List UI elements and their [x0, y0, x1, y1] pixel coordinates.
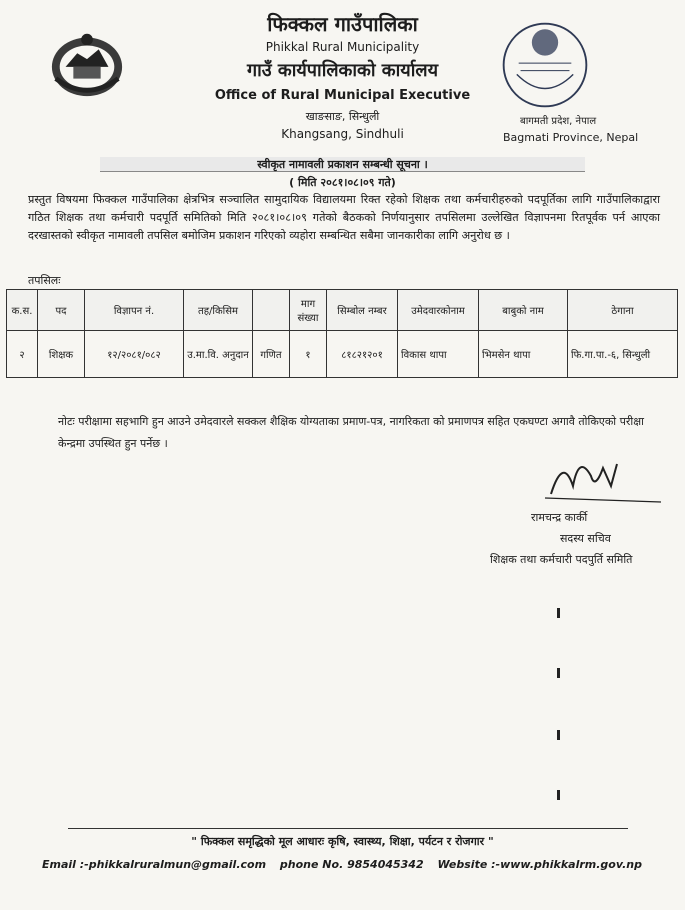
candidate-table	[6, 289, 678, 378]
municipality-name-np: फिक्कल गाउँपालिका	[267, 12, 418, 36]
cell-father-name: भिमसेन थापा	[479, 331, 568, 378]
office-name-np: गाउँ कार्यपालिकाको कार्यालय	[246, 60, 439, 81]
cell-address: फि.गा.पा.-६, सिन्धुली	[568, 331, 678, 378]
col-header: तह/किसिम	[184, 290, 253, 331]
cell-post: शिक्षक	[38, 331, 85, 378]
footer-phone: phone No. 9854045342	[279, 858, 424, 871]
footer-divider	[68, 828, 628, 829]
province-en: Bagmati Province, Nepal	[503, 131, 639, 144]
handwritten-signature	[533, 446, 673, 506]
tapasil-label: तपसिलः	[28, 274, 61, 287]
cell-symbol-number: ८१८२१२०१	[327, 331, 398, 378]
footer-contact	[42, 858, 642, 871]
address-en: Khangsang, Sindhuli	[281, 127, 404, 141]
col-header: उमेदवारकोनाम	[398, 290, 479, 331]
col-header: सिम्बोल नम्बर	[327, 290, 398, 331]
signatory-post: सदस्य सचिव	[560, 532, 611, 545]
col-header: पद	[38, 290, 85, 331]
col-header: माग संख्या	[290, 290, 327, 331]
notice-date: ( मिति २०८१।०८।०९ गते)	[289, 176, 396, 189]
cell-demand: १	[290, 331, 327, 378]
scan-mark	[557, 790, 560, 800]
cell-serial: २	[7, 331, 38, 378]
cell-candidate-name: विकास थापा	[398, 331, 479, 378]
office-seal-stamp	[498, 18, 592, 112]
signatory-committee: शिक्षक तथा कर्मचारी पदपुर्ति समिति	[490, 553, 633, 566]
col-header	[253, 290, 290, 331]
province-np: बागमती प्रदेश, नेपाल	[520, 116, 597, 127]
scan-mark	[557, 730, 560, 740]
col-header: विज्ञापन नं.	[85, 290, 184, 331]
table-header-row	[7, 290, 678, 331]
scan-mark	[557, 608, 560, 618]
notice-subject: स्वीकृत नामावली प्रकाशन सम्बन्धी सूचना ।	[100, 157, 585, 172]
notice-note: नोटः परीक्षामा सहभागि हुन आउने उमेदवारले सक्कल शैक्षिक योग्यताका प्रमाण-पत्र, नागरिकता को प्रमाणपत्र सहित एकघण्टा अगावै तोकिएको परीक्षा केन्द्रमा उपस्थित हुन पर्नेछ ।	[58, 415, 644, 450]
col-header: क.स.	[7, 290, 38, 331]
notice-body: प्रस्तुत विषयमा फिक्कल गाउँपालिका क्षेत्रभित्र सञ्चालित सामुदायिक विद्यालयमा रिक्त रहेको शिक्षक तथा कर्मचारीहरुको पदपूर्तिका लागि गाउँपालिकाद्वारा गठित शिक्षक तथा कर्मचारी पदपूर्ति समितिको मिति २०८१।०८।०९ गतेको बैठकको निर्णयानुसार तपसिलमा उल्लेखित विज्ञापनमा रितपूर्वक पर्न आएका दरखास्तको स्वीकृत नामावली तपसिल बमोजिम प्रकाशन गरिएको व्यहोरा सम्बन्धित सबैमा जानकारीका लागि अनुरोध छ ।	[28, 193, 660, 242]
footer-email: Email :-phikkalruralmun@gmail.com	[42, 858, 267, 871]
municipality-name-en: Phikkal Rural Municipality	[265, 40, 420, 54]
signatory-name: रामचन्द्र कार्की	[531, 511, 588, 524]
col-header: बाबुको नाम	[479, 290, 568, 331]
table-row	[7, 331, 678, 378]
office-name-en: Office of Rural Municipal Executive	[214, 88, 471, 103]
cell-subject: गणित	[253, 331, 290, 378]
address-np: खाङसाङ, सिन्धुली	[305, 110, 380, 123]
cell-level: उ.मा.वि. अनुदान	[184, 331, 253, 378]
scan-mark	[557, 668, 560, 678]
footer-motto: " फिक्कल समृद्धिको मूल आधारः कृषि, स्वास्थ्य, शिक्षा, पर्यटन र रोजगार "	[191, 835, 494, 848]
footer-website: Website :-www.phikkalrm.gov.np	[437, 858, 642, 871]
col-header: ठेगाना	[568, 290, 678, 331]
cell-ad-number: १२/२०८१/०८२	[85, 331, 184, 378]
